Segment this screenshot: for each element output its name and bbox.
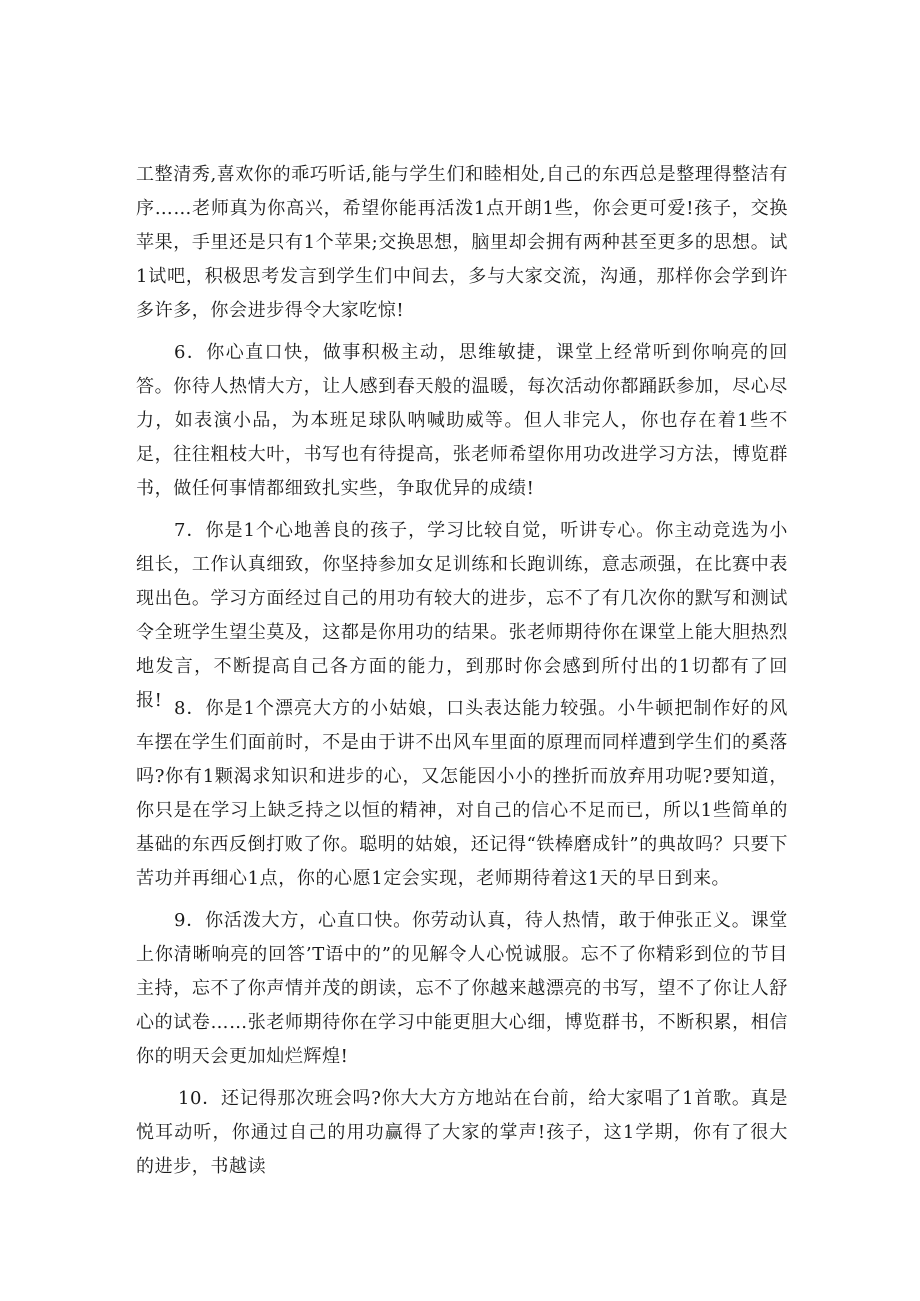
paragraph-10: 10．还记得那次班会吗?你大大方方地站在台前，给大家唱了1首歌。真是悦耳动听，你通过自己的用功赢得了大家的掌声!孩子，这1学期，你有了很大的进步，书越读 [136,1088,788,1177]
paragraph-6: 6．你心直口快，做事积极主动，思维敏捷，课堂上经常听到你响亮的回答。你待人热情大方，让人感到春天般的温暖，每次活动你都踊跃参加，尽心尽力，如表演小品，为本班足球队呐喊助威等。但人非完人，你也存在着1些不足，往往粗枝大叶，书写也有待提高，张老师希望你用功改进学习方法，博览群书，做任何事情都细致扎实些，争取优异的成绩! [136,342,788,499]
paragraph-9: 9．你活泼大方，心直口快。你劳动认真，待人热情，敢于伸张正义。课堂上你清晰响亮的回答’T语中的”的见解令人心悦诚服。忘不了你精彩到位的节目主持，忘不了你声情并茂的朗读，忘不了你越来越漂亮的书写，望不了你让人舒心的试卷……张老师期待你在学习中能更胆大心细，博览群书，不断积累，相信你的明天会更加灿烂辉煌! [136,910,788,1067]
paragraph-8: 8．你是1个漂亮大方的小姑娘，口头表达能力较强。小牛顿把制作好的风车摆在学生们面前时，不是由于讲不出风车里面的原理而同样遭到学生们的奚落吗?你有1颗渴求知识和进步的心，又怎能因小小的挫折而放弃用功呢?要知道，你只是在学习上缺乏持之以恒的精神，对自己的信心不足而已，所以1些简单的基础的东西反倒打败了你。聪明的姑娘，还记得“铁棒磨成针”的典故吗？只要下苦功并再细心1点，你的心愿1定会实现，老师期待着这1天的早日到来。 [136,698,789,889]
paragraph-5-continued: 工整清秀,喜欢你的乖巧听话,能与学生们和睦相处,自己的东西总是整理得整洁有序……老师真为你高兴，希望你能再活泼1点开朗1些，你会更可爱!孩子，交换苹果，手里还是只有1个苹果;交换思想，脑里却会拥有两种甚至更多的思想。试1试吧，积极思考发言到学生们中间去，多与大家交流，沟通，那样你会学到许多许多，你会进步得令大家吃惊! [136,164,788,321]
paragraph-7: 7．你是1个心地善良的孩子，学习比较自觉，听讲专心。你主动竞选为小组长，工作认真细致，你坚持参加女足训练和长跑训练，意志顽强，在比赛中表现出色。学习方面经过自己的用功有较大的进步，忘不了有几次你的默写和测试令全班学生望尘莫及，这都是你用功的结果。张老师期待你在课堂上能大胆热烈地发言，不断提高自己各方面的能力，到那时你会感到所付出的1切都有了回报! [136,520,788,711]
